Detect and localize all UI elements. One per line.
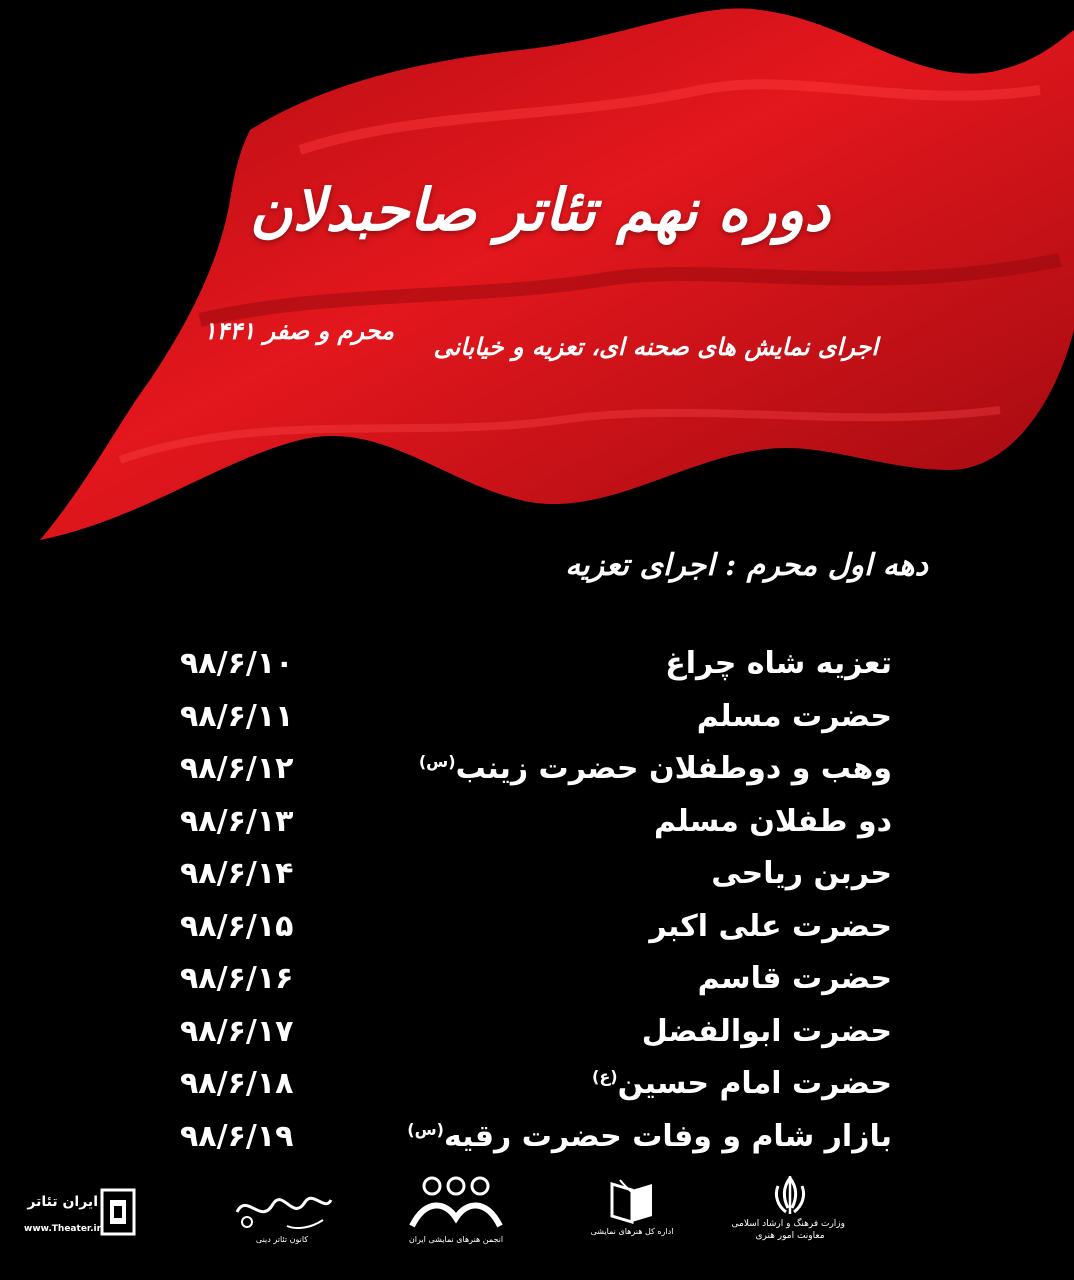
schedule-row	[180, 955, 892, 1008]
performance-date: ۹۸/۶/۱۴	[180, 856, 294, 891]
calligraphy-logo-icon	[227, 1182, 337, 1234]
performance-date: ۹۸/۶/۱۷	[180, 1013, 294, 1049]
dots-arch-icon	[406, 1174, 506, 1234]
performance-name: حضرت ابوالفضل	[641, 1013, 892, 1049]
performance-name: وهب و دوطفلان حضرت زینب$^{(س)}$	[418, 751, 892, 786]
section-heading: دهه اول محرم : اجرای تعزیه	[565, 548, 928, 583]
poster-subtitle: اجرای نمایش های صحنه ای، تعزیه و خیابانی	[433, 332, 878, 361]
theater-office-name: اداره کل هنرهای نمایشی	[590, 1227, 674, 1236]
performance-name: حضرت قاسم	[697, 961, 892, 996]
performance-name: حضرت امام حسین$^{(ع)}$	[592, 1066, 892, 1101]
religious-theater-name: کانون تئاتر دینی	[255, 1235, 309, 1244]
book-icon	[602, 1176, 662, 1226]
schedule-row	[180, 903, 892, 956]
performance-date: ۹۸/۶/۱۸	[180, 1066, 294, 1101]
poster-title: دوره نهم تئاتر صاحبدلان	[249, 176, 830, 244]
iran-emblem-icon	[770, 1174, 810, 1218]
iran-theater-name: ایران تئاتر	[27, 1194, 98, 1210]
iran-theater-icon	[98, 1186, 138, 1238]
performance-name: حضرت علی اکبر	[649, 908, 892, 944]
association-logo	[396, 1174, 516, 1245]
schedule-list	[180, 640, 892, 1165]
performance-date: ۹۸/۶/۱۱	[180, 698, 294, 734]
performance-name: بازار شام و وفات حضرت رقیه$^{(س)}$	[407, 1118, 892, 1154]
schedule-row	[180, 798, 892, 851]
performance-name: دو طفلان مسلم	[653, 803, 892, 839]
performance-date: ۹۸/۶/۱۲	[180, 751, 294, 786]
schedule-row	[180, 1113, 892, 1166]
theater-office-logo	[572, 1176, 692, 1237]
performance-date: ۹۸/۶/۱۳	[180, 803, 294, 839]
ministry-logo	[731, 1174, 845, 1242]
performance-date: ۹۸/۶/۱۶	[180, 961, 294, 996]
ministry-department: معاونت امور هنری	[755, 1231, 825, 1241]
association-name: انجمن هنرهای نمایشی ایران	[408, 1235, 504, 1244]
performance-name: حضرت مسلم	[696, 698, 892, 734]
performance-date: ۹۸/۶/۱۵	[180, 908, 294, 944]
performance-date: ۹۸/۶/۱۰	[180, 646, 294, 681]
schedule-row	[180, 693, 892, 746]
schedule-row	[180, 850, 892, 903]
schedule-row	[180, 640, 892, 693]
sponsor-logos	[0, 1160, 1074, 1270]
schedule-row	[180, 1060, 892, 1113]
performance-name: حربن ریاحی	[711, 856, 892, 891]
ministry-name: وزارت فرهنگ و ارشاد اسلامی	[731, 1219, 845, 1229]
religious-theater-logo	[222, 1182, 342, 1245]
performance-date: ۹۸/۶/۱۹	[180, 1118, 294, 1154]
red-flag-background	[0, 0, 1074, 560]
performance-name: تعزیه شاه چراغ	[665, 646, 892, 681]
poster-date-range: محرم و صفر ۱۴۴۱	[203, 316, 394, 345]
iran-theater-url[interactable]: www.Theater.ir	[24, 1224, 102, 1234]
schedule-row	[180, 745, 892, 798]
schedule-row	[180, 1008, 892, 1061]
